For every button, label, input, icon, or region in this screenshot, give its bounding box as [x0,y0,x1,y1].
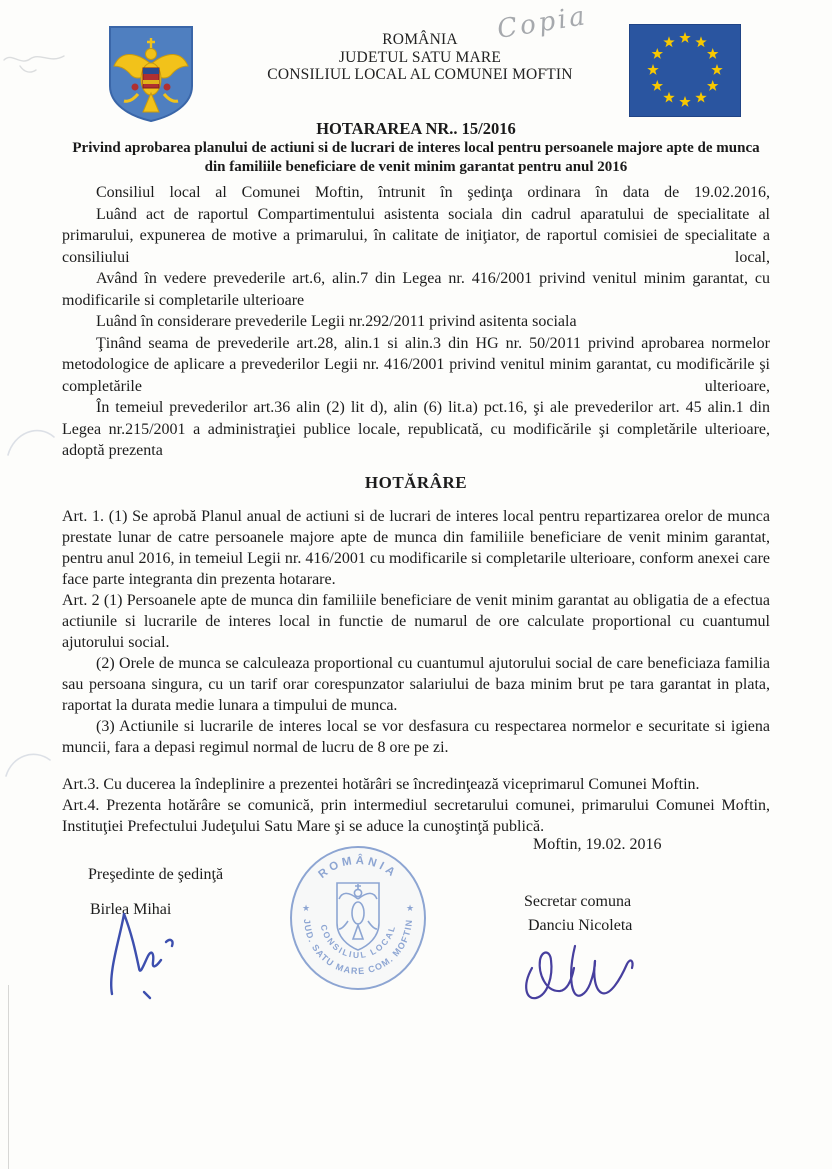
document-body [62,182,770,837]
president-signature [98,908,198,1000]
stamp-bottom-text: CONSILIUL LOCAL [318,923,398,961]
article-3: Art.3. Cu ducerea la îndeplinire a prezentei hotărâri se încredinţează viceprimarul Comunei Moftin. [62,775,700,793]
eu-flag-icon [629,24,741,117]
secretary-title: Secretar comuna [524,893,632,910]
place-and-date: Moftin, 19.02. 2016 [533,836,662,853]
paragraph-gap [62,758,770,774]
stamp-country-text: ROMÂNIA [316,854,400,881]
president-title: Preşedinte de şedinţă [88,866,224,883]
preamble-paragraph-1: Consiliul local al Comunei Moftin, întrunit în şedinţa ordinara în data de 19.02.2016, [96,184,770,201]
secretary-signature [518,928,644,1010]
articles-block [62,506,770,837]
preamble-paragraph-6: În temeiul prevederilor art.36 alin (2) lit d), alin (6) lit.a) pct.16, şi ale prevederilor art. 45 alin.1 din Legea nr.215/2001 a administraţiei publice locale, republicată, cu modificările şi completările ulterioare, adoptă prezenta [62,399,770,459]
article-2-par-1: Art. 2 (1) Persoanele apte de munca din familiile beneficiare de venit minim garantat au obligatia de a efectua actiunile si lucrarile de interes local in functie de numarul de ore calculate proportional cu cuantumul ajutorului social. [62,591,770,651]
stamp-star-icon: ★ [406,903,415,913]
header-country: ROMÂNIA [382,31,458,48]
decision-number: HOTARAREA NR.. 15/2016 [316,119,516,138]
preamble-paragraph-2: Luând act de raportul Compartimentului asistenta sociala din cadrul aparatului de specialitate al primarului, expunerea de motive a primarului, în calitate de iniţiator, de raportul comisiei de specialitate a consiliului local, [62,205,770,266]
pencil-squiggle-artifact [0,22,80,82]
council-round-stamp [284,841,432,995]
stamp-ring-text: JUD. SATU MARE COM. MOFTIN [301,918,415,977]
article-4: Art.4. Prezenta hotărâre se comunică, prin intermediul secretarului comunei, primarului Comunei Moftin, Instituţiei Prefectului Judeţului Satu Mare şi se aduce la cunoştinţă publică. [62,796,770,835]
stamp-star-icon: ★ [302,903,311,913]
handwritten-copy-note: Copia [495,1,590,45]
decision-subject: Privind aprobarea planului de actiuni si de lucrari de interes local pentru persoanele majore apte de munca din familiile beneficiare de venit minim garantat pentru anul 2016 [72,140,760,175]
article-2-par-3: (3) Actiunile si lucrarile de interes local se vor desfasura cu respectarea normelor e securitate si igiena muncii, fara a depasi regimul normal de lucru de 8 ore pe zi. [62,717,770,756]
header-institution: CONSILIUL LOCAL AL COMUNEI MOFTIN [267,66,573,83]
preamble-paragraph-5: Ţinând seama de prevederile art.28, alin.1 si alin.3 din HG nr. 50/2011 privind aprobarea normelor metodologice de aplicare a prevederilor Legii nr. 416/2001 privind venitul minim garantat, cu modificările şi completările ulterioare, [62,334,770,395]
decision-heading: HOTĂRÂRE [364,472,468,492]
header-text-block [160,31,680,84]
president-name: Birlea Mihai [90,901,172,918]
header-county: JUDETUL SATU MARE [338,48,502,66]
preamble-paragraph-4: Luând în considerare prevederile Legii nr.292/2011 privind asitenta sociala [96,313,577,330]
article-2-par-2: (2) Orele de munca se calculeaza proportional cu cuantumul ajutorului social de care beneficiaza familia sau persoana singura, cu un tarif orar corespunzator salariului de baza minim brut pe tara garantat in plata, raportat la durata medie lunara a timpului de munca. [62,654,770,714]
margin-arc-artifact [0,405,62,467]
article-1: Art. 1. (1) Se aprobă Planul anual de actiuni si de lucrari de interes local pentru repartizarea orelor de munca prestate lunar de catre persoanele majore apte de munca din familiile beneficiare de venit minim garantat, pentru anul 2016, in temeiul Legii nr. 416/2001 cu modificarile si completarile ulterioare, conform anexei care face parte integranta din prezenta hotarare. [62,507,770,588]
secretary-name: Danciu Nicoleta [528,917,633,934]
scan-edge-artifact [8,985,9,1169]
margin-arc-artifact [0,732,56,788]
preamble-paragraph-3: Având în vedere prevederile art.6, alin.7 din Legea nr. 416/2001 privind venitul minim garantat, cu modificarile si completarile ulterioare [62,270,770,309]
